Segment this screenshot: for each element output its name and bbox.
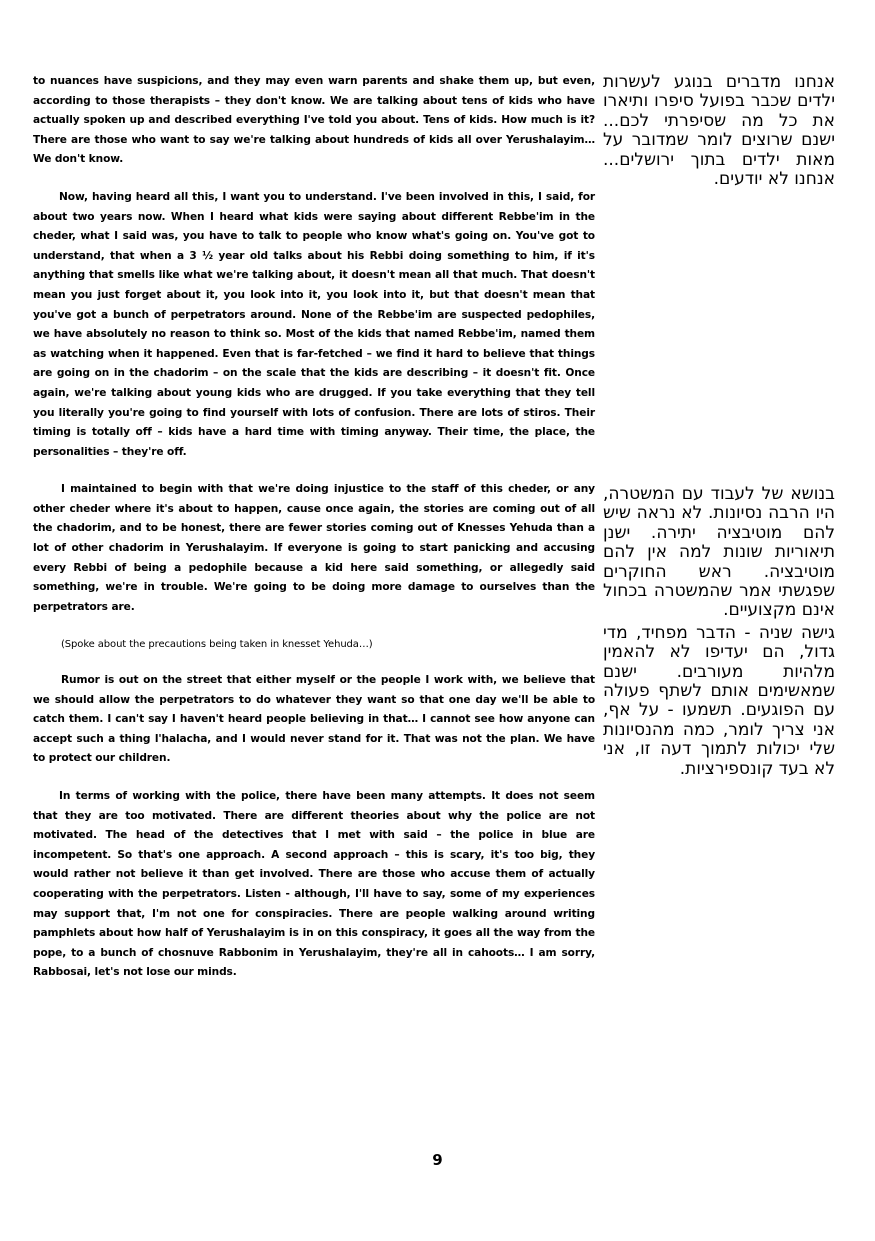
page-number: 9	[432, 1151, 443, 1169]
hebrew-paragraph: גישה שניה - הדבר מפחיד, מדי גדול, הם יעדיפו לא להאמין מלהיות מעורבים. ישנם שמאשימים אותם לשתף פעולה עם הפוגעים. תשמעו - על אף, אני צריך לומר, כמה מהנסיונות שלי יכולות לתמוך דעה זו, אני לא בעד קונספירציות.	[603, 622, 835, 779]
english-note: (Spoke about the precautions being taken in knesset Yehuda…)	[61, 639, 373, 651]
hebrew-column-bottom	[603, 485, 835, 779]
english-paragraph: to nuances have suspicions, and they may even warn parents and shake them up, but even, according to those therapists – they don't know. We are talking about tens of kids who have actually spoken up and described everything I've told you about. Tens of kids. How much is it? There are those who want to say we're talking about hundreds of kids all over Yerushalayim… We don't know.	[33, 75, 595, 166]
english-paragraph: Now, having heard all this, I want you to understand. I've been involved in this, I said, for about two years now. When I heard what kids were saying about different Rebbe'im in the cheder, what I said was, you have to talk to people who know what's going on. You've got to understand, that when a 3 ½ year old talks about his Rebbi doing something to him, if it's anything that smells like what we're talking about, it doesn't mean all that much. That doesn't mean you just forget about it, you look into it, you look into it, but that doesn't mean that you've got a bunch of perpetrators around. None of the Rebbe'im are suspected pedophiles, we have absolutely no reason to think so. Most of the kids that named Rebbe'im, named them as watching when it happened. Even that is far-fetched – we find it hard to believe that things are going on in the chadorim – on the scale that the kids are describing – it doesn't fit. Once again, we're talking about young kids who are drugged. If you take everything that they tell you literally you're going to find yourself with lots of confusion. There are lots of stiros. Their timing is totally off – kids have a hard time with timing anyway. Their time, the place, the personalities – they're off.	[33, 190, 595, 458]
english-column	[33, 72, 595, 983]
hebrew-paragraph: בנושא של לעבוד עם המשטרה, היו הרבה נסיונות. לא נראה שיש להם מוטיבציה יתירה. ישנן תיאוריות שונות למה אין להם מוטיבציה. ראש החוקרים שפגשתי אמר שהמשטרה בכחול אינם מקצועיים.	[603, 484, 835, 621]
hebrew-paragraph: אנחנו מדברים בנוגע לעשרות ילדים שכבר בפועל סיפרו ותיארו את כל מה שסיפרתי לכם... ישנם שרוצים לומר שמדובר על מאות ילדים בתוך ירושלים... אנחנו לא יודעים.	[603, 72, 835, 190]
english-paragraph: Rumor is out on the street that either myself or the people I work with, we believe that we should allow the perpetrators to do whatever they want so that one day we'll be able to catch them. I can't say I haven't heard people believing in that… I cannot see how anyone can accept such a thing l'halacha, and I would never stand for it. That was not the plan. We have to protect our children.	[33, 674, 595, 765]
english-paragraph: I maintained to begin with that we're doing injustice to the staff of this cheder, or any other cheder where it's about to happen, cause once again, the stories are coming out of all the chadorim, and to be honest, there are fewer stories coming out of Knesses Yehuda than a lot of other chadorim in Yerushalayim. If everyone is going to start panicking and accusing every Rebbi of being a pedophile because a kid here said something, or allegedly said something, we're in trouble. We're going to be doing more damage to ourselves than the perpetrators are.	[33, 483, 595, 613]
english-paragraph: In terms of working with the police, there have been many attempts. It does not seem that they are too motivated. There are different theories about why the police are not motivated. The head of the detectives that I met with said – the police in blue are incompetent. So that's one approach. A second approach – this is scary, it's too big, they would rather not believe it than get involved. There are those who accuse them of actually cooperating with the perpetrators. Listen - although, I'll have to say, some of my experiences may support that, I'm not one for conspiracies. There are people walking around writing pamphlets about how half of Yerushalayim is in on this conspiracy, it goes all the way from the pope, to a bunch of chosnuve Rabbonim in Yerushalayim, they're all in cahoots… I am sorry, Rabbosai, let's not lose our minds.	[33, 790, 595, 979]
hebrew-column-top	[603, 73, 835, 189]
